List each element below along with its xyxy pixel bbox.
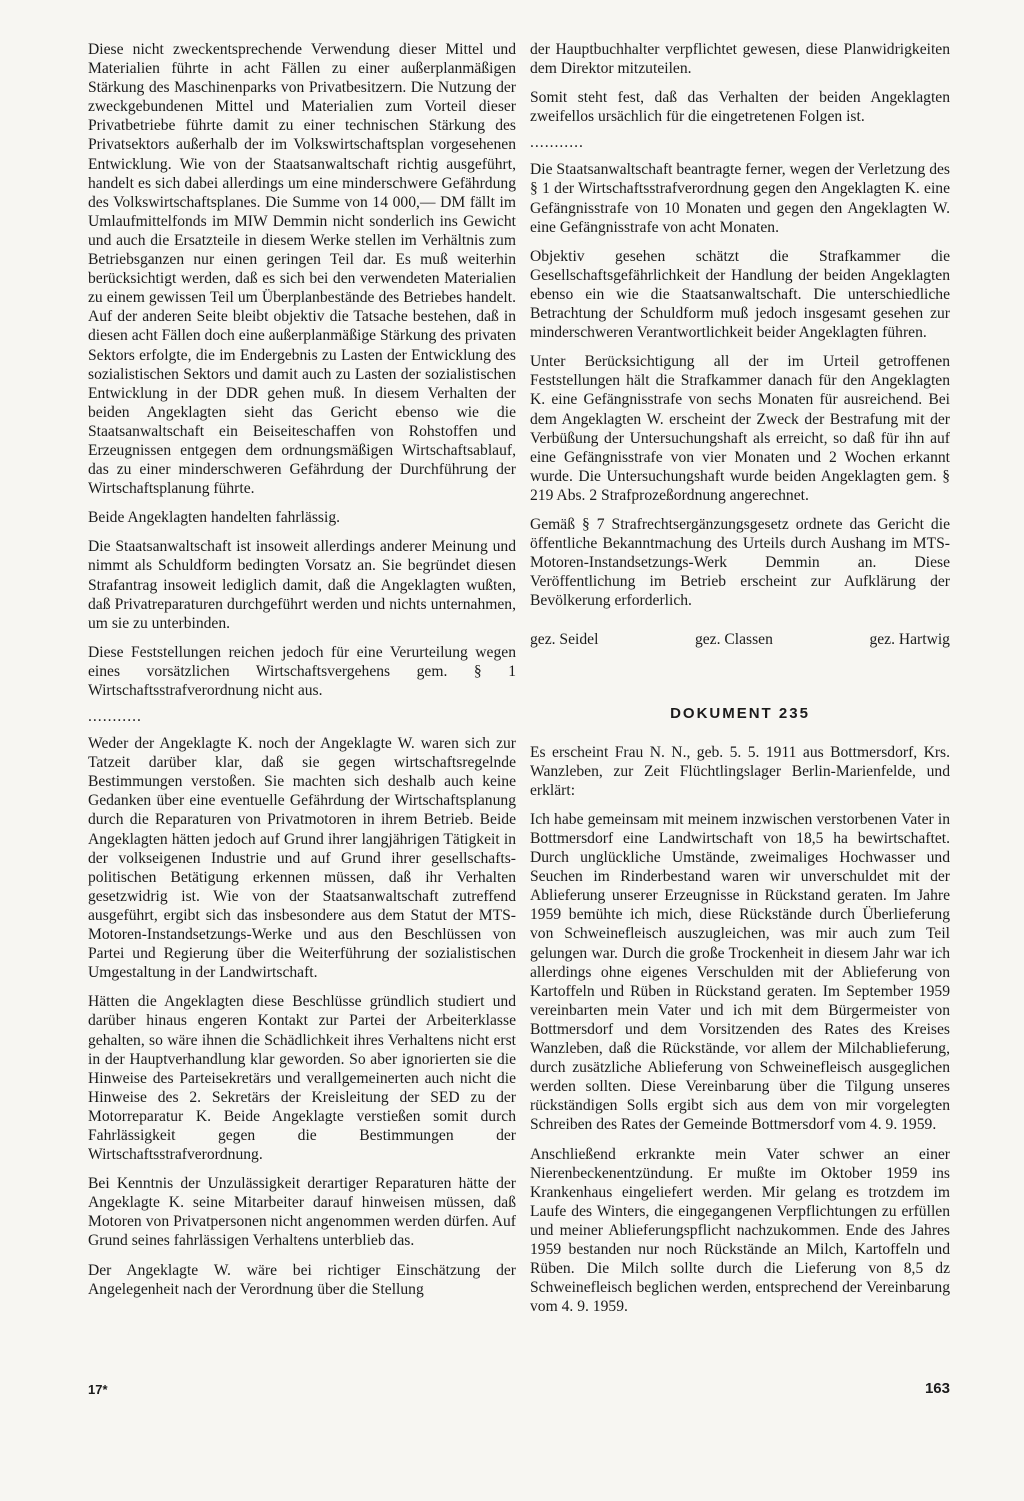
paragraph: Objektiv gesehen schätzt die Strafkammer die Gesellschaftsgefährlichkeit der Handlung der beiden Angeklagten ebenso ein wie die Staatsanwaltschaft. Die unterschiedliche Betrachtung der Schuldform muß jedoch insgesamt gesehen zur minderschweren Verantwortlichkeit beider Angeklagten führen. <box>530 247 950 342</box>
paragraph: Ich habe gemeinsam mit meinem inzwischen verstorbenen Vater in Bottmersdorf eine Landwirtschaft von 18,5 ha bewirtschaftet. Durch unglückliche Umstände, zweimaliges Hochwasser und Seuchen im Rinderbestand waren wir unverschuldet mit der Ablieferung unserer Erzeugnisse in Rückstand geraten. Im Jahre 1959 bemühte ich mich, diese Rückstände durch Überlieferung von Schweinefleisch auszugleichen, was mir auch zum Teil gelungen war. Durch die große Trockenheit in diesem Jahr war ich allerdings ohne eigenes Verschulden mit der Ablieferung von Kartoffeln und Rüben in Rückstand geraten. Im September 1959 vereinbarten mein Vater und ich mit dem Bürgermeister von Bottmersdorf und dem Vorsitzenden des Rates des Kreises Wanzleben, daß die Rückstände, vor allem der Milchablieferung, durch zusätzliche Ablieferung von Schweinefleisch ausgeglichen werden sollten. Diese Vereinbarung über die Tilgung unseres rückständigen Solls ergibt sich aus dem von mir vorgelegten Schreiben des Rates der Gemeinde Bottmersdorf vom 4. 9. 1959. <box>530 810 950 1134</box>
paragraph: Es erscheint Frau N. N., geb. 5. 5. 1911 aus Bottmersdorf, Krs. Wanzleben, zur Zeit Flüchtlingslager Berlin-Marienfelde, und erklärt: <box>530 743 950 799</box>
paragraph: Weder der Angeklagte K. noch der Angeklagte W. waren sich zur Tatzeit darüber klar, daß sie gegen wirtschaftsregelnde Bestimmungen verstoßen. Sie machten sich deshalb auch keine Gedanken über eine eventuelle Gefährdung der Wirtschaftsplanung durch die Reparaturen von Privatmotoren in ihrem Betrieb. Beide Angeklagten hätten jedoch auf Grund ihrer langjährigen Tätigkeit in der volkseigenen Industrie und auf Grund ihrer gesellschafts-politischen Betätigung erkennen müssen, daß ihr Verhalten gesetzwidrig ist. Wie von der Staatsanwaltschaft zutreffend ausgeführt, ergibt sich das insbesondere aus dem Statut der MTS-Motoren-Instandsetzungs-Werke und aus den Beschlüssen von Partei und Regierung über die Weiterführung der sozialistischen Umgestaltung in der Landwirtschaft. <box>88 735 516 982</box>
paragraph: Somit steht fest, daß das Verhalten der beiden Angeklagten zweifellos ursächlich für die eingetretenen Folgen ist. <box>530 89 950 126</box>
paragraph: Der Angeklagte W. wäre bei richtiger Einschätzung der Angelegenheit nach der Verordnung über die Stellung <box>88 1261 516 1298</box>
document-heading: DOKUMENT 235 <box>670 704 810 722</box>
paragraph: Die Staatsanwaltschaft beantragte ferner, wegen der Verletzung des § 1 der Wirtschaftsstrafverordnung gegen den Angeklagten K. eine Gefängnisstrafe von 10 Monaten und gegen den Angeklagten W. eine Gefängnisstrafe von acht Monaten. <box>530 161 950 236</box>
signature-mark: 17* <box>88 1382 108 1397</box>
paragraph: Die Staatsanwaltschaft ist insoweit allerdings anderer Meinung und nimmt als Schuldform bedingten Vorsatz an. Sie begründet diesen Strafantrag insoweit lediglich damit, daß die Angeklagten wußten, daß Privatreparaturen durchgeführt werden und nichts unternahmen, um sie zu unterbinden. <box>88 538 516 632</box>
omission-dots: ........... <box>88 708 142 726</box>
right-column <box>530 40 950 1326</box>
left-column <box>88 40 516 1309</box>
paragraph: Gemäß § 7 Strafrechtsergänzungsgesetz ordnete das Gericht die öffentliche Bekanntmachung des Urteils durch Aushang im MTS-Motoren-Instandsetzungs-Werk Demmin an. Diese Veröffentlichung im Betrieb erscheint zur Aufklärung der Bevölkerung erforderlich. <box>530 515 950 610</box>
page-number: 163 <box>924 1380 950 1397</box>
paragraph: Bei Kenntnis der Unzulässigkeit derartiger Reparaturen hätte der Angeklagte K. seine Mitarbeiter darauf hinweisen müssen, daß Motoren von Privatpersonen nicht angenommen werden dürfen. Auf Grund seines fahrlässigen Verhaltens unterblieb das. <box>88 1175 516 1250</box>
paragraph: Diese Feststellungen reichen jedoch für eine Verurteilung wegen eines vorsätzlichen Wirtschaftsvergehens gem. § 1 Wirtschaftsstrafverordnung nicht aus. <box>88 643 516 699</box>
paragraph: Diese nicht zweckentsprechende Verwendung dieser Mittel und Materialien führte in acht Fällen zu einer außerplanmäßigen Stärkung des Maschinenparks von Privatbesitzern. Die Nutzung der zweckgebundenen Mittel und Materialien zum Vorteil dieser Privatbetriebe führte damit zu einer technischen Stärkung des Privatsektors außerhalb der im Volkswirtschaftsplan vorgesehenen Entwicklung. Wie von der Staatsanwaltschaft richtig ausgeführt, handelt es sich dabei allerdings um eine minderschwere Gefährdung des Volkswirtschaftsplanes. Die Summe von 14 000,— DM fällt im Umlaufmittelfonds im MIW Demmin nicht sonderlich ins Gewicht und auch die Ersatzteile in diesem Werke stellen im Verhältnis zum Betriebsganzen nur einen geringen Teil dar. Es muß weiterhin berücksichtigt werden, daß es sich bei den verwendeten Materialien zu einem gewissen Teil um Überplanbestände des Betriebes handelt. Auf der anderen Seite bleibt objektiv die Tatsache bestehen, daß in diesen acht Fällen doch eine außerplanmäßige Stärkung des privaten Sektors erfolgte, die im Endergebnis zu Lasten der Entwicklung des sozialistischen Sektors und damit auch zu Lasten der sozialistischen Entwicklung in der DDR gehen muß. In diesem Verhalten der beiden Angeklagten sieht das Gericht ebenso wie die Staatsanwaltschaft ein Beiseiteschaffen von Rohstoffen und Erzeugnissen entgegen dem ordnungsmäßigen Wirtschaftsablauf, das zu einer minderschweren Gefährdung der Durchführung der Wirtschaftsplanung führte. <box>88 41 516 498</box>
paragraph: Hätten die Angeklagten diese Beschlüsse gründlich studiert und darüber hinaus engeren Kontakt zur Partei der Arbeiterklasse gehalten, so wäre ihnen die Schädlichkeit ihres Verhaltens nicht erst in der Hauptverhandlung klar geworden. So aber ignorierten sie die Hinweise des Parteisekretärs und verallgemeinerten auch nicht die Hinweise des 2. Sekretärs der Kreisleitung der SED zu der Motorreparatur K. Beide Angeklagte verstießen somit durch Fahrlässigkeit gegen die Bestimmungen der Wirtschaftsstrafverordnung. <box>88 993 516 1164</box>
signature-seidel: gez. Seidel <box>530 631 599 649</box>
paragraph: Unter Berücksichtigung all der im Urteil getroffenen Feststellungen hält die Strafkammer danach für den Angeklagten K. eine Gefängnisstrafe von sechs Monaten für ausreichend. Bei dem Angeklagten W. erscheint der Zweck der Bestrafung mit der Verbüßung der Untersuchungshaft als erreicht, so daß für ihn auf eine Gefängnisstrafe von vier Monaten und 2 Wochen erkannt wurde. Die Untersuchungshaft wurde beiden Angeklagten gem. § 219 Abs. 2 Strafprozeßordnung angerechnet. <box>530 353 950 504</box>
signature-hartwig: gez. Hartwig <box>869 631 950 649</box>
signature-classen: gez. Classen <box>694 631 773 649</box>
paragraph: Beide Angeklagten handelten fahrlässig. <box>88 509 341 527</box>
paragraph: Anschließend erkrankte mein Vater schwer an einer Nierenbeckenentzündung. Er mußte im Oktober 1959 ins Krankenhaus eingeliefert werden. Mir gelang es trotzdem im Laufe des Winters, die eingegangenen Verpflichtungen zu erfüllen und meiner Ablieferungspflicht nachzukommen. Ende des Jahres 1959 bestanden nur noch Rückstände an Milch, Kartoffeln und Rüben. Die Milch sollte durch die Lieferung von 8,5 dz Schweinefleisch beglichen werden, entsprechend der Vereinbarung vom 4. 9. 1959. <box>530 1145 950 1316</box>
paragraph: der Hauptbuchhalter verpflichtet gewesen, diese Planwidrigkeiten dem Direktor mitzuteilen. <box>530 41 950 78</box>
signature-row <box>530 630 950 649</box>
omission-dots: ........... <box>530 134 584 152</box>
